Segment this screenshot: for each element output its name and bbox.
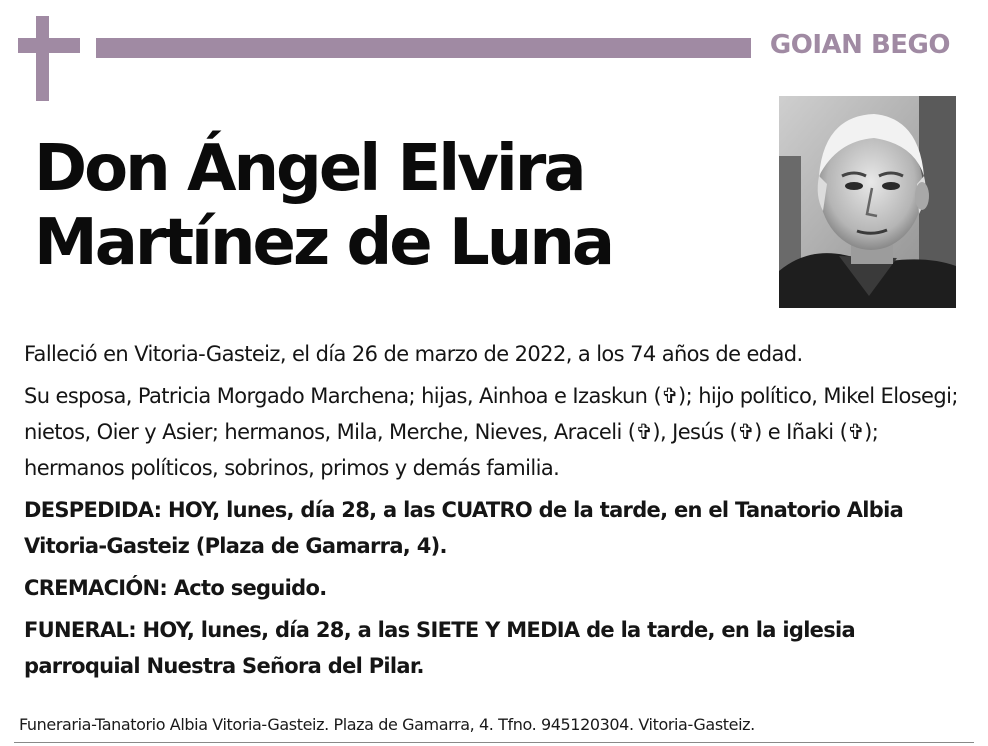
portrait-photo-image [779, 96, 956, 308]
family-list: Su esposa, Patricia Morgado Marchena; hijas, Ainhoa e Izaskun (✞); hijo político, Mikel Elosegi; nietos, Oier y Asier; hermanos, Mila, Merche, Nieves, Araceli (✞), Jesús (✞) e Iñaki (✞); hermanos políticos, sobrinos, primos y demás familia. [24, 384, 958, 480]
cross-icon-vertical [36, 16, 49, 101]
death-notice: Falleció en Vitoria-Gasteiz, el día 26 de marzo de 2022, a los 74 años de edad. [24, 342, 803, 366]
deceased-name-line2: Martínez de Luna [34, 206, 613, 280]
header-bar [96, 38, 751, 58]
funeral-home-footer: Funeraria-Tanatorio Albia Vitoria-Gasteiz. Plaza de Gamarra, 4. Tfno. 945120304. Vitoria-Gasteiz. [19, 715, 755, 734]
deceased-name [34, 132, 754, 280]
header-label: GOIAN BEGO [769, 30, 950, 60]
notice-body [24, 336, 964, 690]
funeral-details: FUNERAL: HOY, lunes, día 28, a las SIETE Y MEDIA de la tarde, en la iglesia parroquial Nuestra Señora del Pilar. [24, 618, 855, 678]
farewell-details: DESPEDIDA: HOY, lunes, día 28, a las CUATRO de la tarde, en el Tanatorio Albia Vitoria-Gasteiz (Plaza de Gamarra, 4). [24, 498, 904, 558]
cremation-details: CREMACIÓN: Acto seguido. [24, 576, 327, 600]
cross-icon-horizontal [18, 38, 80, 53]
footer-divider [14, 742, 974, 743]
deceased-name-line1: Don Ángel Elvira [34, 132, 584, 206]
portrait-photo [779, 96, 956, 308]
